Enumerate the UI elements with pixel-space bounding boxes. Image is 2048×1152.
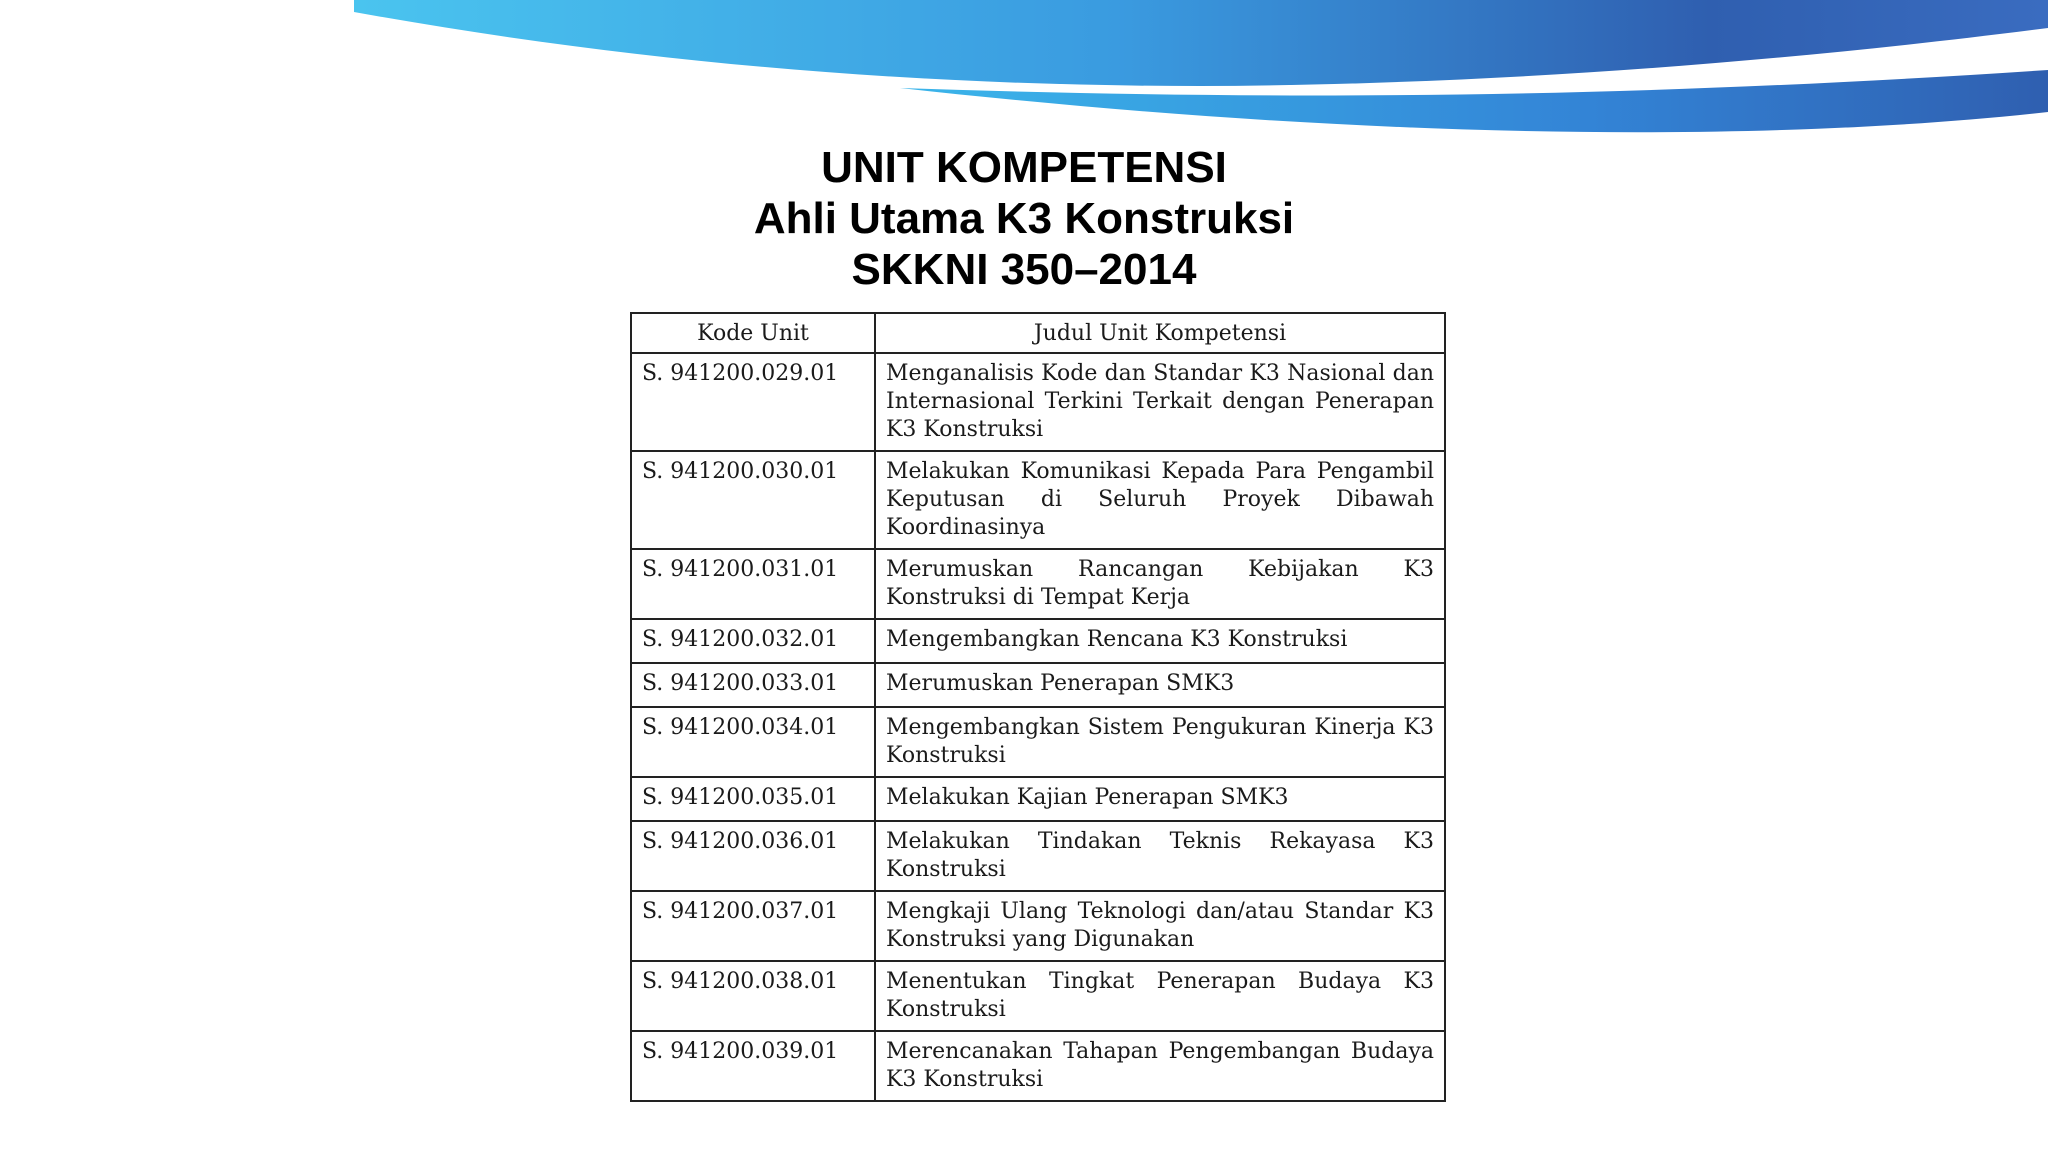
header-wave-banner <box>0 0 2048 150</box>
slide-title <box>0 142 2048 295</box>
kode-cell: S. 941200.037.01 <box>631 891 875 961</box>
kode-cell: S. 941200.033.01 <box>631 663 875 707</box>
title-line-3: SKKNI 350–2014 <box>851 245 1197 294</box>
judul-cell: Mengembangkan Sistem Pengukuran Kinerja K3 Konstruksi <box>875 707 1445 777</box>
table-row <box>631 353 1445 451</box>
kode-cell: S. 941200.039.01 <box>631 1031 875 1101</box>
judul-cell: Mengembangkan Rencana K3 Konstruksi <box>875 619 1445 663</box>
table-row <box>631 663 1445 707</box>
kode-cell: S. 941200.032.01 <box>631 619 875 663</box>
kode-cell: S. 941200.036.01 <box>631 821 875 891</box>
kode-cell: S. 941200.034.01 <box>631 707 875 777</box>
judul-cell: Menentukan Tingkat Penerapan Budaya K3 Konstruksi <box>875 961 1445 1031</box>
table-row <box>631 619 1445 663</box>
table-row <box>631 707 1445 777</box>
judul-cell: Melakukan Tindakan Teknis Rekayasa K3 Konstruksi <box>875 821 1445 891</box>
table-row <box>631 451 1445 549</box>
judul-cell: Merencanakan Tahapan Pengembangan Budaya K3 Konstruksi <box>875 1031 1445 1101</box>
kode-cell: S. 941200.030.01 <box>631 451 875 549</box>
judul-cell: Menganalisis Kode dan Standar K3 Nasional dan Internasional Terkini Terkait dengan Penerapan K3 Konstruksi <box>875 353 1445 451</box>
table-row <box>631 777 1445 821</box>
header-judul-unit: Judul Unit Kompetensi <box>875 313 1445 353</box>
banner-wave-main <box>354 0 2048 86</box>
title-line-2: Ahli Utama K3 Konstruksi <box>753 194 1295 243</box>
kode-cell: S. 941200.035.01 <box>631 777 875 821</box>
competency-table <box>630 312 1446 1102</box>
competency-table-wrapper <box>630 312 1446 1102</box>
table-row <box>631 821 1445 891</box>
judul-cell: Merumuskan Rancangan Kebijakan K3 Konstruksi di Tempat Kerja <box>875 549 1445 619</box>
table-header-row <box>631 313 1445 353</box>
kode-cell: S. 941200.031.01 <box>631 549 875 619</box>
table-row <box>631 549 1445 619</box>
title-line-1: UNIT KOMPETENSI <box>821 143 1227 192</box>
header-kode-unit: Kode Unit <box>631 313 875 353</box>
kode-cell: S. 941200.029.01 <box>631 353 875 451</box>
table-row <box>631 891 1445 961</box>
table-row <box>631 1031 1445 1101</box>
judul-cell: Melakukan Kajian Penerapan SMK3 <box>875 777 1445 821</box>
table-row <box>631 961 1445 1031</box>
judul-cell: Mengkaji Ulang Teknologi dan/atau Standar K3 Konstruksi yang Digunakan <box>875 891 1445 961</box>
judul-cell: Melakukan Komunikasi Kepada Para Pengambil Keputusan di Seluruh Proyek Dibawah Koordinasinya <box>875 451 1445 549</box>
judul-cell: Merumuskan Penerapan SMK3 <box>875 663 1445 707</box>
kode-cell: S. 941200.038.01 <box>631 961 875 1031</box>
